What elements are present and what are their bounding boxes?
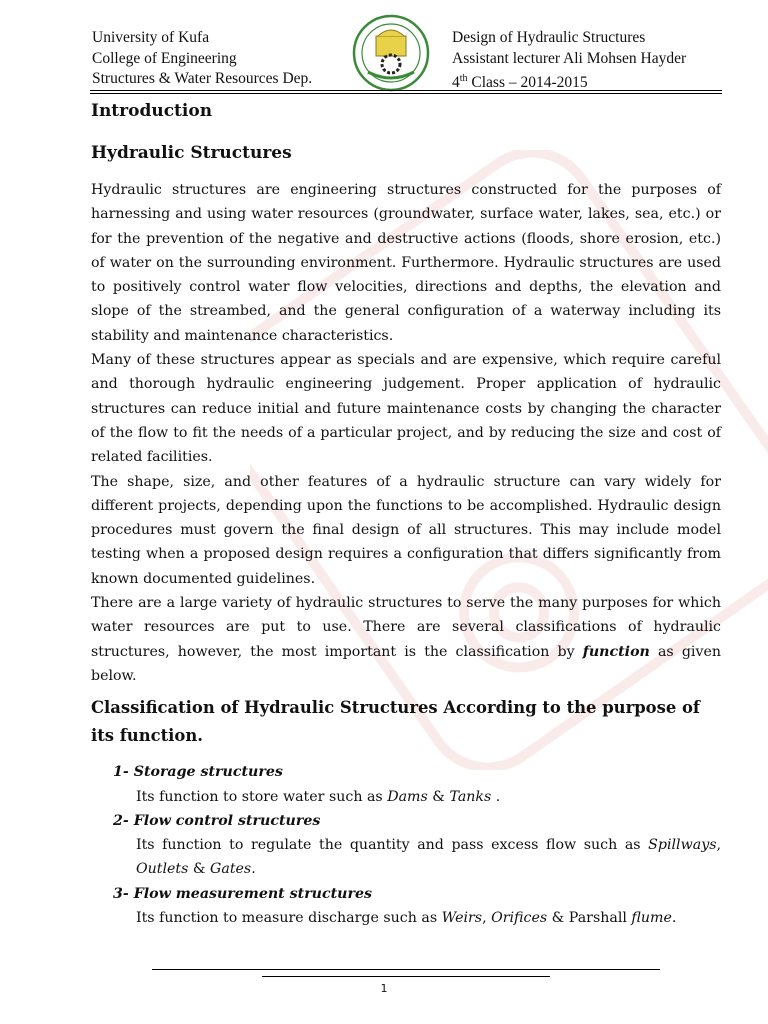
- item-sep: &: [188, 861, 211, 878]
- item-text: Its function to store water such as: [136, 788, 388, 805]
- class-year: Class – 2014-2015: [467, 74, 588, 92]
- paragraph-4-end: as given below.: [91, 643, 722, 684]
- paragraph-2: Many of these structures appear as specials and are expensive, which require careful and thorough hydraulic engineering judgement. Proper application of hydraulic structures can reduce initial and future maintenance costs by changing the character of the flow to fit the needs of a particular project, and by reducing the size and cost of related facilities.: [91, 352, 721, 466]
- classification-list: [91, 760, 721, 930]
- term-weirs: Weirs: [441, 910, 483, 927]
- section-title: Hydraulic Structures: [91, 143, 292, 163]
- term-tanks: Tanks: [449, 788, 492, 805]
- class-ordinal: th: [459, 73, 468, 84]
- header-institution: [92, 28, 312, 90]
- header-lecturer: Assistant lecturer Ali Mohsen Hayder: [452, 49, 687, 67]
- header-rule-thick: [90, 90, 722, 91]
- item-sep: & Parshall: [547, 910, 632, 927]
- paragraph-3: The shape, size, and other features of a hydraulic structure can vary widely for different projects, depending upon the functions to be accomplished. Hydraulic design procedures must govern the final design of all structures. This may include model testing when a proposed design requires a configuration that differs significantly from known documented guidelines.: [91, 473, 721, 587]
- page-number: 1: [380, 982, 388, 995]
- header-college: College of Engineering: [92, 49, 237, 67]
- term-outlets: Outlets: [136, 861, 189, 878]
- class-number: 4: [452, 74, 460, 92]
- footer-rule-long: [152, 969, 660, 970]
- item-end: .: [251, 861, 256, 878]
- item-sep: ,: [482, 910, 492, 927]
- term-orifices: Orifices: [491, 910, 548, 927]
- term-spillways: Spillways: [648, 837, 717, 854]
- term-gates: Gates: [210, 861, 252, 878]
- list-item-title: 2- Flow control structures: [113, 812, 321, 829]
- term-dams: Dams: [387, 788, 428, 805]
- list-item-title: 3- Flow measurement structures: [113, 885, 372, 902]
- paragraph-1: Hydraulic structures are engineering structures constructed for the purposes of harnessing and using water resources (groundwater, surface water, lakes, sea, etc.) or for the prevention of the negative and destructive actions (floods, shore erosion, etc.) of water on the surrounding environment. Furthermore. Hydraulic structures are used to positively control water flow velocities, directions and depths, the elevation and slope of the streambed, and the general configuration of a waterway including its stability and maintenance characteristics.: [91, 182, 721, 344]
- header-department: Structures & Water Resources Dep.: [92, 70, 313, 87]
- item-end: .: [671, 910, 677, 927]
- item-text: Its function to regulate the quantity and pass excess flow such as: [136, 837, 649, 854]
- header-course: [452, 28, 686, 94]
- footer-rule-short: [262, 976, 550, 977]
- page-title: Introduction: [91, 101, 213, 121]
- item-end: .: [491, 788, 501, 805]
- list-item-description: [91, 906, 721, 930]
- header-university: University of Kufa: [92, 29, 210, 46]
- list-item-description: [91, 785, 721, 809]
- list-item-description: [91, 833, 721, 882]
- item-text: Its function to measure discharge such as: [136, 910, 442, 927]
- keyword-function: function: [582, 643, 650, 660]
- university-logo: [352, 14, 430, 92]
- list-item-title: 1- Storage structures: [113, 764, 283, 781]
- item-sep: ,: [716, 837, 721, 854]
- header-rule-thin: [90, 93, 722, 94]
- main-content: [91, 98, 721, 930]
- header-course-title: Design of Hydraulic Structures: [452, 29, 646, 46]
- paragraph-4: [91, 591, 721, 688]
- paragraph-4-text: There are a large variety of hydraulic structures to serve the many purposes for which water resources are put to use. There are several classifications of hydraulic structures, however, the most important is the classification by: [91, 595, 721, 660]
- classification-heading: Classification of Hydraulic Structures According to the purpose of its function.: [91, 698, 700, 746]
- term-flume: flume: [631, 910, 672, 927]
- item-sep: &: [427, 788, 450, 805]
